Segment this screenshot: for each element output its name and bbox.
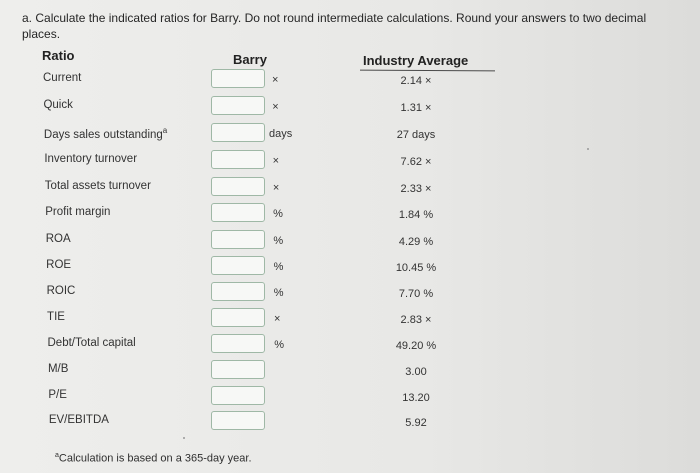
footnote-marker: a [162,126,168,135]
row-label [45,180,151,192]
footnote [55,452,252,465]
row-label-text: ROA [45,233,71,245]
row-label [48,337,136,349]
industry-average-value: 1.31 × [400,102,432,114]
industry-average-value: 2.33 × [400,183,432,195]
barry-answer-input[interactable] [211,69,265,88]
header-barry: Barry [233,52,267,67]
barry-answer-input[interactable] [211,411,265,430]
barry-answer-input[interactable] [211,360,265,379]
industry-average-value: 13.20 [402,392,430,404]
row-label-text: Profit margin [45,206,111,218]
row-label-text: Inventory turnover [44,153,138,165]
row-label [49,414,109,426]
barry-answer-input[interactable] [211,282,265,301]
header-underline [360,70,495,72]
row-label [46,259,71,271]
industry-average-value: 1.84 % [398,209,434,221]
footnote-marker: a [55,452,59,459]
row-label [48,363,68,375]
row-label-text: Quick [43,99,73,111]
unit-label: % [273,208,283,220]
industry-average-value: 27 days [396,129,436,141]
industry-average-value: 2.14 × [400,75,432,87]
stray-mark [183,437,185,439]
barry-answer-input[interactable] [211,203,265,222]
row-label [47,285,76,297]
header-ratio: Ratio [42,48,75,63]
barry-answer-input[interactable] [211,150,265,169]
unit-label: × [274,313,281,325]
unit-label: % [273,261,284,273]
industry-average-value: 7.70 % [398,288,434,300]
unit-label: × [272,182,280,194]
row-label-text: Current [43,72,82,84]
unit-label: × [272,74,279,86]
barry-answer-input[interactable] [211,334,265,353]
row-label-text: Total assets turnover [44,180,151,192]
row-label [46,233,71,245]
barry-answer-input[interactable] [211,177,265,196]
row-label-text: EV/EBITDA [48,414,109,426]
stray-mark [587,148,589,150]
industry-average-value: 5.92 [405,417,427,429]
industry-average-value: 10.45 % [395,262,437,274]
industry-average-value: 7.62 × [400,156,432,168]
barry-answer-input[interactable] [211,123,265,142]
row-label [48,389,67,401]
header-industry-average: Industry Average [363,53,469,68]
instructions-text: Calculate the indicated ratios for Barry. Do not round intermediate calculations. Round your answers to two decimal places. [22,11,647,41]
barry-answer-input[interactable] [211,256,265,275]
row-label [44,153,137,165]
industry-average-value: 2.83 × [400,314,432,326]
row-label-text: P/E [48,389,67,401]
unit-label: × [272,155,280,167]
unit-label: % [273,235,284,247]
row-label [43,99,72,111]
row-label-text: Days sales outstanding [43,128,163,141]
row-label-text: Debt/Total capital [47,337,136,349]
unit-label: × [272,101,279,113]
unit-label: days [269,128,293,140]
row-label-text: ROE [46,259,72,271]
part-label: a. [22,11,33,25]
unit-label: % [274,339,285,351]
barry-answer-input[interactable] [211,96,265,115]
barry-answer-input[interactable] [211,386,265,405]
row-label [44,126,167,141]
barry-answer-input[interactable] [211,308,265,327]
row-label-text: ROIC [46,285,76,297]
footnote-text: Calculation is based on a 365-day year. [58,452,252,465]
row-label-text: M/B [47,363,69,375]
instructions [22,10,682,42]
industry-average-value: 3.00 [405,366,427,378]
row-label [43,72,81,84]
industry-average-value: 49.20 % [395,340,437,352]
row-label [47,311,65,323]
row-label [45,206,110,218]
row-label-text: TIE [47,311,65,323]
industry-average-value: 4.29 % [398,236,434,248]
unit-label: % [273,287,284,299]
barry-answer-input[interactable] [211,230,265,249]
